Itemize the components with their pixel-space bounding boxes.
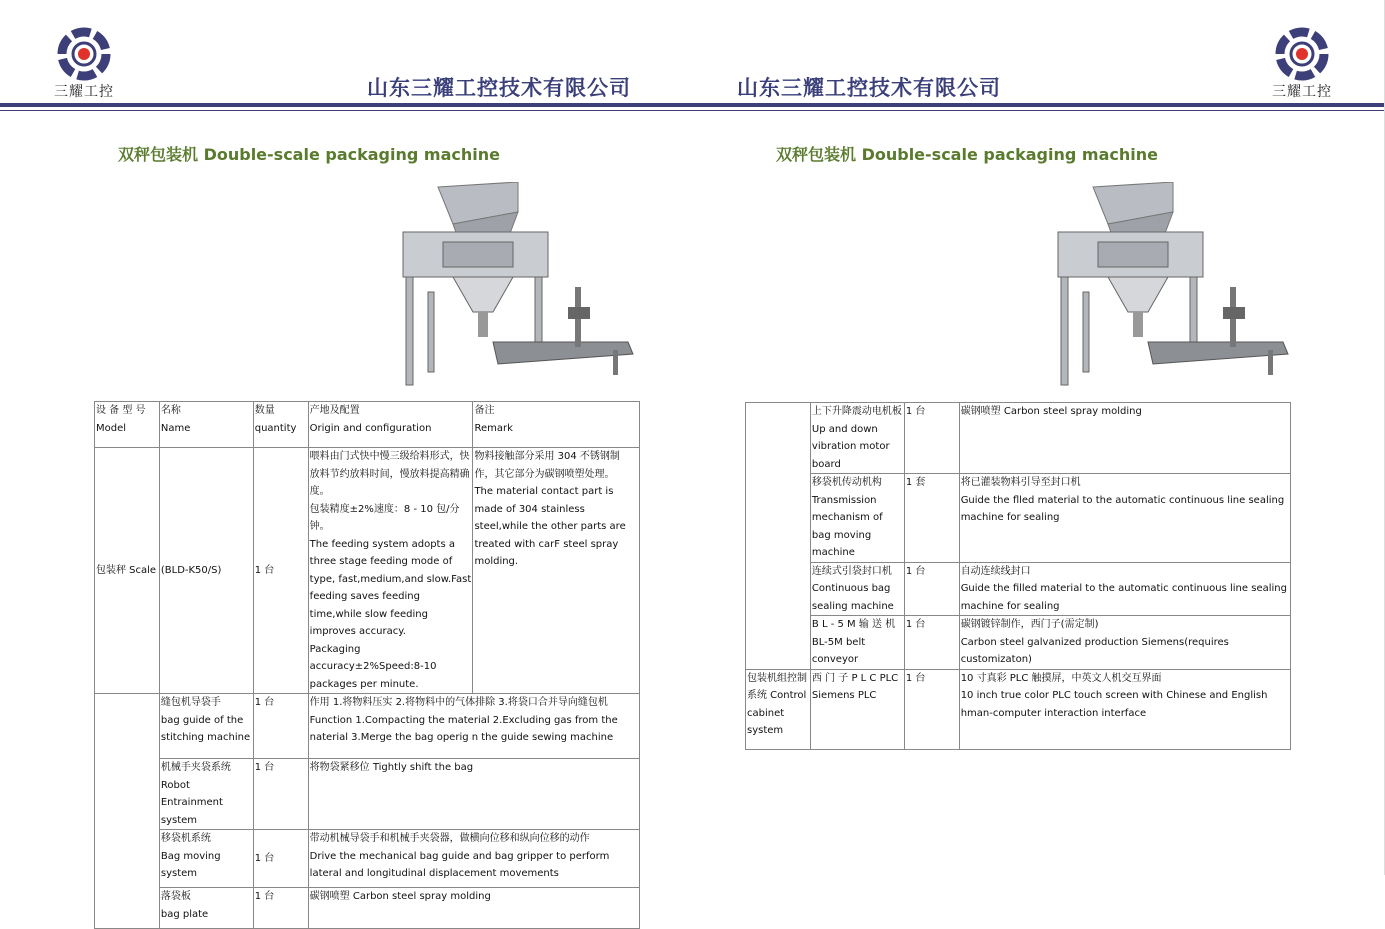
logo-text: 三耀工控 [54, 84, 114, 100]
section-title-left: 双秤包装机 Double-scale packaging machine [118, 145, 500, 164]
cell-quantity: 1 套 [904, 474, 959, 563]
cell-model: 包装机组控制系统 Control cabinet system [746, 669, 811, 749]
table-row [746, 669, 1291, 749]
cell-model-empty [95, 694, 160, 929]
table-row [95, 694, 640, 759]
header-rule-thin [0, 110, 1385, 111]
cell-model: 包装秤 Scale [95, 448, 160, 694]
spec-table-left [94, 401, 640, 929]
cell-quantity: 1 台 [904, 669, 959, 749]
cell-name: (BLD-K50/S) [159, 448, 253, 694]
cell-name: 连续式引袋封口机 Continuous bag sealing machine [810, 562, 904, 616]
cell-name: 机械手夹袋系统 Robot Entrainment system [159, 759, 253, 830]
cell-name: 西 门 子 P L C PLC Siemens PLC [810, 669, 904, 749]
cell-quantity: 1 台 [904, 403, 959, 474]
logo-gear-icon [1275, 27, 1329, 81]
cell-quantity: 1 台 [904, 616, 959, 670]
machine-image-right [1053, 182, 1293, 387]
cell-quantity: 1 台 [253, 830, 308, 888]
company-logo-right [1267, 27, 1337, 101]
cell-description: 碳钢喷塑 Carbon steel spray molding [959, 403, 1290, 474]
cell-name: 移袋机传动机构 Transmission mechanism of bag moving machine [810, 474, 904, 563]
cell-origin: 喂料由门式快中慢三级给料形式，快放料节约放料时间，慢放料提高精确度。 包装精度±2%速度：8 - 10 包/分钟。 The feeding system adopts a three stage feeding mode of type, fast,medium,and slow.Fast feeding saves feeding time,while slow feeding improves accuracy. Packaging accuracy±2%Speed:8-10 packages per minute. [308, 448, 473, 694]
cell-description: 带动机械导袋手和机械手夹袋器，做横向位移和纵向位移的动作 Drive the mechanical bag guide and bag gripper to perform lateral and longitudinal displacement movements [308, 830, 639, 888]
header-quantity: 数量 quantity [253, 402, 308, 448]
section-title-right: 双秤包装机 Double-scale packaging machine [776, 145, 1158, 164]
cell-description: 碳钢喷塑 Carbon steel spray molding [308, 888, 639, 929]
cell-remark: 物料接触部分采用 304 不锈钢制作，其它部分为碳钢喷塑处理。 The material contact part is made of 304 stainless steel,while the other parts are treated with carF steel spray molding. [473, 448, 640, 694]
machine-image-left [398, 182, 638, 387]
company-name-right: 山东三耀工控技术有限公司 [737, 76, 1001, 100]
table-row [746, 616, 1291, 670]
table-row [95, 830, 640, 888]
table-row [746, 562, 1291, 616]
cell-description: 10 寸真彩 PLC 触摸屏，中英文人机交互界面 10 inch true color PLC touch screen with Chinese and English hman-computer interaction interface [959, 669, 1290, 749]
table-row [95, 448, 640, 694]
cell-name: B L - 5 M 输 送 机 BL-5M belt conveyor [810, 616, 904, 670]
cell-name: 移袋机系统 Bag moving system [159, 830, 253, 888]
cell-quantity: 1 台 [253, 694, 308, 759]
header-origin: 产地及配置 Origin and configuration [308, 402, 473, 448]
table-row [746, 403, 1291, 474]
cell-description: 作用 1.将物料压实 2.将物料中的气体排除 3.将袋口合并导向缝包机 Function 1.Compacting the material 2.Excluding gas from the naterial 3.Merge the bag operig n the guide sewing machine [308, 694, 639, 759]
company-logo-left [49, 27, 119, 101]
company-name-left: 山东三耀工控技术有限公司 [367, 76, 631, 100]
cell-description: 将已灌装物料引导至封口机 Guide the flled material to the automatic continuous line sealing machine for sealing [959, 474, 1290, 563]
cell-description: 自动连续线封口 Guide the filled material to the automatic continuous line sealing machine for sealing [959, 562, 1290, 616]
table-row [95, 888, 640, 929]
table-row [746, 474, 1291, 563]
cell-description: 碳钢镀锌制作，西门子(需定制) Carbon steel galvanized production Siemens(requires customizaton) [959, 616, 1290, 670]
header-remark: 备注 Remark [473, 402, 640, 448]
cell-quantity: 1 台 [253, 888, 308, 929]
cell-name: 上下升降震动电机板 Up and down vibration motor board [810, 403, 904, 474]
cell-name: 落袋板 bag plate [159, 888, 253, 929]
spec-table-right [745, 402, 1291, 750]
cell-quantity: 1 台 [904, 562, 959, 616]
header-name: 名称 Name [159, 402, 253, 448]
header-model: 设 备 型 号 Model [95, 402, 160, 448]
cell-model-empty [746, 403, 811, 670]
cell-description: 将物袋紧移位 Tightly shift the bag [308, 759, 639, 830]
logo-gear-icon [57, 27, 111, 81]
table-header-row [95, 402, 640, 448]
table-row [95, 759, 640, 830]
header-rule-thick [0, 103, 1385, 107]
cell-name: 缝包机导袋手 bag guide of the stitching machine [159, 694, 253, 759]
cell-quantity: 1 台 [253, 759, 308, 830]
cell-quantity: 1 台 [253, 448, 308, 694]
logo-text: 三耀工控 [1272, 84, 1332, 100]
